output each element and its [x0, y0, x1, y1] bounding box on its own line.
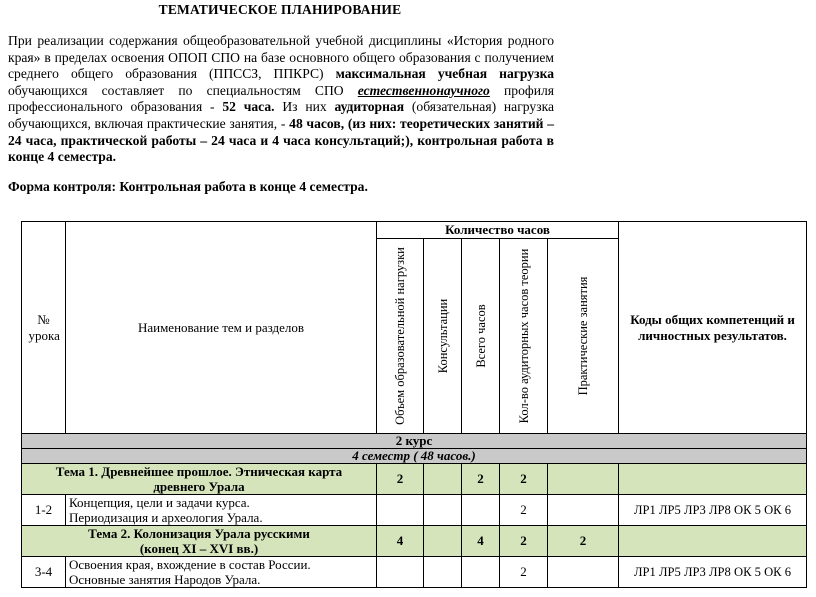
intro-bold-breakdown: 48 часов, (из них: теоретических занятий – 24 часа, практической работы – 24 часа и 4 часа консультаций;), контрольная работа в конце 4 семестра. — [8, 115, 554, 165]
topic-1-theory: 2 — [500, 464, 548, 495]
intro-bold-max-load: максимальная учебная нагрузка — [335, 66, 554, 82]
intro-bold-auditory: аудиторная — [334, 99, 405, 115]
lesson-1-volume — [377, 495, 424, 526]
header-theory: Кол-во аудиторных часов теории — [500, 239, 548, 434]
lesson-2-volume — [377, 557, 424, 588]
topic-2-practice: 2 — [548, 526, 619, 557]
header-codes: Коды общих компетенций и личностных результатов. — [619, 222, 807, 434]
header-hours-group: Количество часов — [377, 222, 619, 239]
topic-2-total: 4 — [462, 526, 500, 557]
header-topic-name: Наименование тем и разделов — [66, 222, 377, 434]
lesson-1-theory: 2 — [500, 495, 548, 526]
lesson-1-practice — [548, 495, 619, 526]
lesson-2-consult — [424, 557, 462, 588]
lesson-1-total — [462, 495, 500, 526]
lesson-2-total — [462, 557, 500, 588]
topic-2-consult — [424, 526, 462, 557]
intro-text-1: При реализации содержания общеобразовательной учебной дисциплины «История родного края» в пределах освоения ОПОП СПО на базе основного общего образования с получением среднего общего образования (ППССЗ, ППКРС) — [8, 33, 554, 82]
topic-1-practice — [548, 464, 619, 495]
topic-1-total: 2 — [462, 464, 500, 495]
intro-text-4: Из них — [274, 99, 335, 115]
header-consult: Консультации — [424, 239, 462, 434]
lesson-2-theory: 2 — [500, 557, 548, 588]
topic-1-consult — [424, 464, 462, 495]
intro-profile: естественнонаучного — [357, 82, 490, 98]
intro-text-5: (обязательная) нагрузка обучающихся, включая практические занятия, - — [8, 99, 555, 131]
header-practice: Практические занятия — [548, 239, 619, 434]
lesson-1-codes: ЛР1 ЛР5 ЛР3 ЛР8 ОК 5 ОК 6 — [619, 495, 807, 526]
topic-2-codes — [619, 526, 807, 557]
semester-row: 4 семестр ( 48 часов.) — [22, 449, 807, 464]
page-heading: ТЕМАТИЧЕСКОЕ ПЛАНИРОВАНИЕ — [158, 2, 402, 17]
topic-1-codes — [619, 464, 807, 495]
header-lesson-no: № урока — [22, 222, 66, 434]
lesson-2-no: 3-4 — [22, 557, 66, 588]
control-form: Форма контроля: Контрольная работа в конце 4 семестра. — [8, 179, 368, 194]
lesson-2-name: Освоения края, вхождение в состав России. Основные занятия Народов Урала. — [66, 557, 377, 588]
intro-paragraph — [8, 33, 554, 166]
course-row: 2 курс — [22, 434, 807, 449]
topic-2-theory: 2 — [500, 526, 548, 557]
lesson-1-no: 1-2 — [22, 495, 66, 526]
header-total: Всего часов — [462, 239, 500, 434]
lesson-2-practice — [548, 557, 619, 588]
topic-1-volume: 2 — [377, 464, 424, 495]
intro-text-3: профиля профессионального образования - — [8, 82, 555, 115]
lesson-2-codes: ЛР1 ЛР5 ЛР3 ЛР8 ОК 5 ОК 6 — [619, 557, 807, 588]
intro-text-2: обучающихся составляет по специальностям СПО — [8, 82, 358, 98]
topic-2-title: Тема 2. Колонизация Урала русскими (конец XI – XVI вв.) — [22, 526, 377, 557]
topic-2-volume: 4 — [377, 526, 424, 557]
header-volume: Объем образовательной нагрузки — [377, 239, 424, 434]
thematic-plan-table — [21, 221, 807, 588]
lesson-1-consult — [424, 495, 462, 526]
intro-bold-hours: 52 часа. — [222, 99, 275, 115]
lesson-1-name: Концепция, цели и задачи курса. Периодизация и археология Урала. — [66, 495, 377, 526]
topic-1-title: Тема 1. Древнейшее прошлое. Этническая карта древнего Урала — [22, 464, 377, 495]
